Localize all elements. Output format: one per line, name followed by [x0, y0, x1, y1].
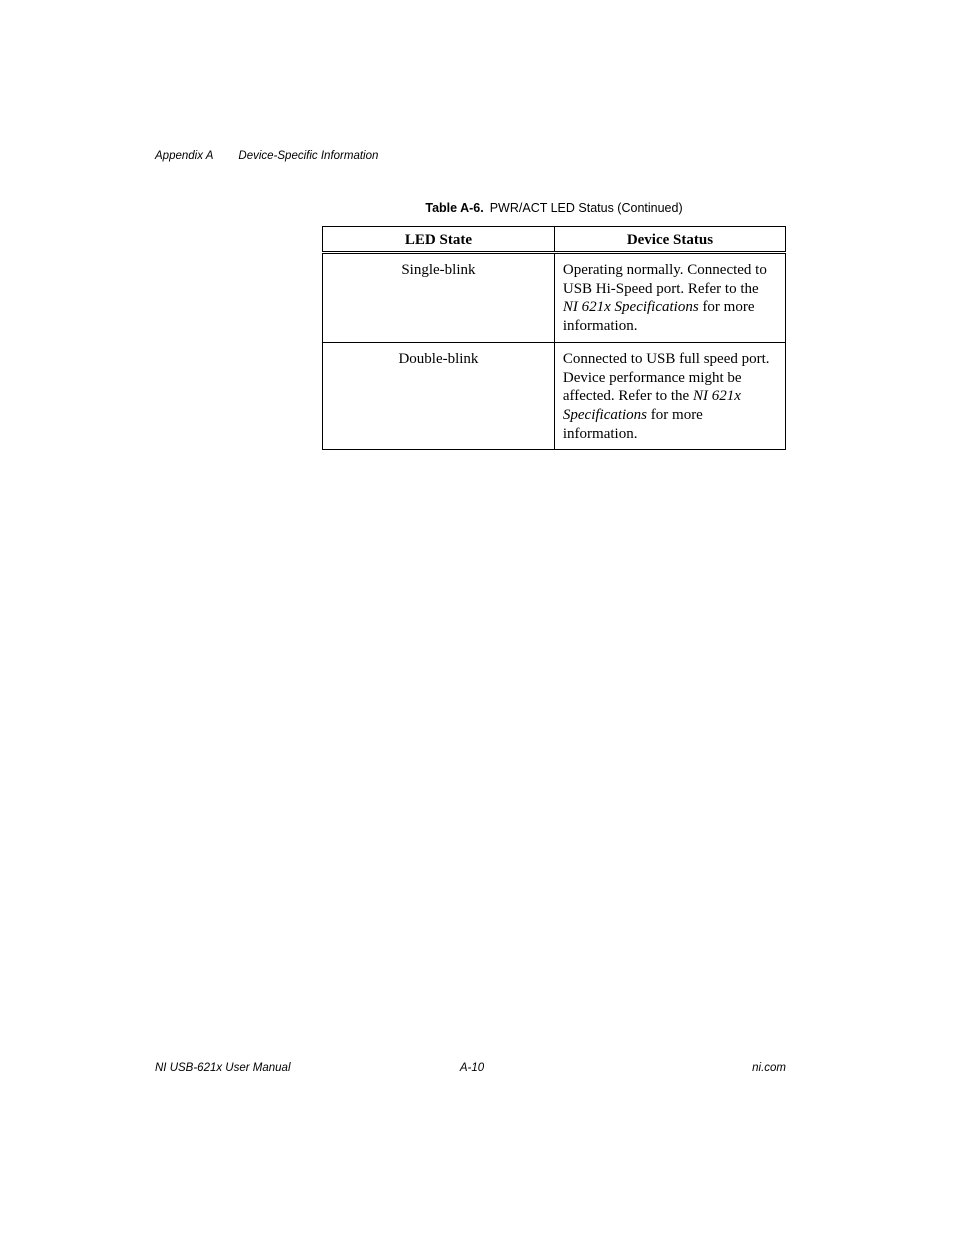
- table-caption: [322, 201, 786, 215]
- chapter-title: Device-Specific Information: [238, 150, 379, 162]
- table-caption-title: PWR/ACT LED Status (Continued): [489, 201, 683, 215]
- table-header-row: [323, 227, 786, 253]
- footer-manual-title: NI USB-621x User Manual: [155, 1062, 291, 1074]
- running-header: [155, 150, 378, 162]
- led-state-cell: Single-blink: [323, 253, 555, 343]
- table-row: [323, 253, 786, 343]
- led-state-cell: Double-blink: [323, 342, 555, 450]
- table-caption-number: Table A-6.: [425, 201, 484, 215]
- device-status-cell: [554, 342, 785, 450]
- footer-page-number: A-10: [459, 1062, 485, 1074]
- specifications-reference: NI 621x Specifications: [562, 388, 741, 423]
- status-text: Connected to USB full speed port. Device performance might be affected. Refer to the: [562, 350, 770, 405]
- appendix-label: Appendix A: [155, 150, 214, 162]
- status-text-end: for more information.: [562, 299, 755, 335]
- table-row: [323, 342, 786, 450]
- column-header-led-state: LED State: [323, 227, 555, 253]
- status-text: Operating normally. Connected to USB Hi-Speed port. Refer to the: [562, 262, 767, 297]
- column-header-device-status: Device Status: [554, 227, 785, 253]
- specifications-reference: NI 621x Specifications: [562, 299, 699, 316]
- status-text-end: for more information.: [562, 406, 703, 442]
- footer-website: ni.com: [752, 1062, 786, 1074]
- device-status-cell: [554, 253, 785, 343]
- led-status-table: [322, 226, 786, 450]
